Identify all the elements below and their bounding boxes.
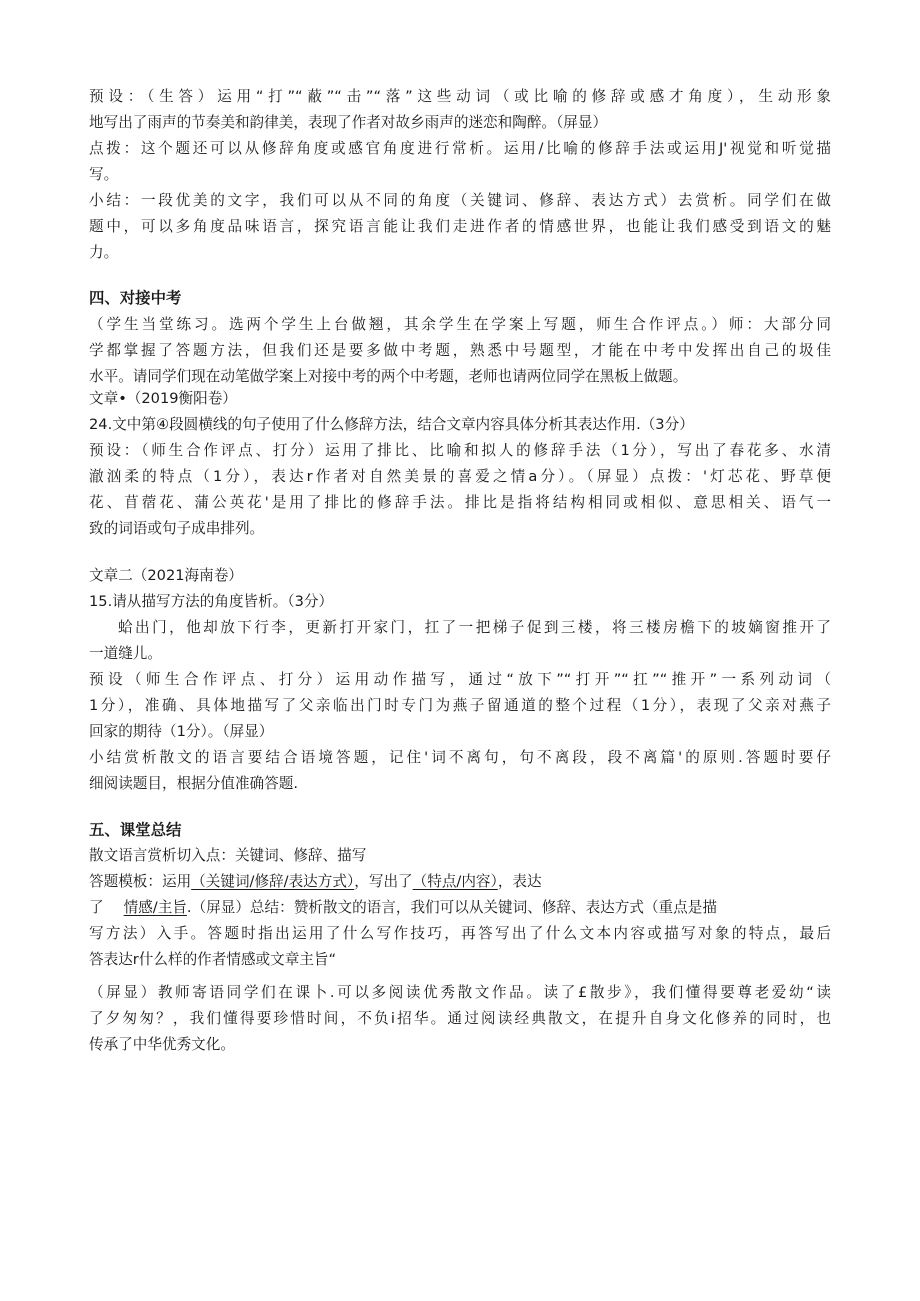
- article-two: [89, 563, 831, 797]
- excerpt-line: 蛤出门，他却放下行李，更新打开家门，扛了一把梯子促到三楼，将三楼房檐下的坡嫡窗推开了: [118, 619, 831, 636]
- template-rest: .（屏显）总结：赞析散文的语言，我们可以从关键词、修辞、表达方式（重点是描: [186, 899, 717, 916]
- closing-paragraph: [89, 980, 831, 1058]
- article-label: 文章•（2019衡阳卷）: [89, 390, 237, 407]
- article-label: 文章二（2021海南卷）: [89, 567, 243, 584]
- text-line: 小结赏析散文的语言要结合语境答题，记住'词不离句，句不离段，段不离篇'的原则.答题时要仔: [89, 749, 831, 766]
- hint-paragraph: [89, 136, 831, 188]
- text-line: 学都掌握了答题方法，但我们还是要多做中考题，熟悉中号题型，才能在中考中发挥出自己的圾佳: [89, 342, 831, 359]
- excerpt-line: 一道缝儿。: [89, 645, 162, 662]
- answer-template-line: [89, 895, 831, 921]
- practice-paragraph: [89, 312, 831, 390]
- text-line: （学生当堂练习。选两个学生上台做翘，其余学生在学案上写题，师生合作评点。）师：大部分同: [89, 316, 831, 333]
- answer-template-line: [89, 869, 831, 895]
- text-line: 回家的期待（1分）。（屏显）: [89, 723, 274, 740]
- question-text: 24.文中第④段圆横线的句子使用了什么修辞方法，结合文章内容具体分析其表达作用.（3分）: [89, 416, 694, 433]
- text-line: 传承了中华优秀文化。: [89, 1036, 235, 1053]
- text-line: 预设：（生答）运用“打”“蔽”“击”“落”这些动词（或比喻的修辞或感才角度），生动形象: [89, 88, 831, 105]
- section-four: [89, 285, 831, 311]
- text-line: 1分），准确、具体地描写了父亲临出门时专门为燕子留通道的整个过程（1分），表现了父亲对燕子: [89, 697, 831, 714]
- template-prefix: 了: [89, 899, 104, 916]
- text-line: 澈汹柔的特点（1分），表达r作者对自然美景的喜爱之情a分）。（屏显）点拨：'灯芯花、野草便: [89, 468, 831, 485]
- question-text: 15.请从描写方法的角度皆析。（3分）: [89, 593, 334, 610]
- text-line: 细阅读题目，根据分值准确答题.: [89, 775, 298, 792]
- summary-paragraph: [89, 188, 831, 266]
- template-slot-emotion: 情感/主旨: [123, 899, 187, 916]
- text-line: 力。: [89, 244, 119, 261]
- article-one: [89, 386, 831, 542]
- text-line: 小结：一段优美的文字，我们可以从不同的角度（关键词、修辞、表达方式）去赏析。同学们在做: [89, 192, 831, 209]
- section-heading: 五、课堂总结: [89, 821, 182, 839]
- text-line: 地写出了雨声的节奏美和韵律美，表现了作者对故乡雨声的迷恋和陶醉。（屏显）: [89, 114, 608, 131]
- preset-paragraph: [89, 84, 831, 136]
- text-line: 了夕匆匆？，我们懂得要珍惜时间，不负i招华。通过阅读经典散文，在提升自身文化修养的同时，也: [89, 1010, 831, 1027]
- text-line: 答表达r什么样的作者情感或文章主旨“: [89, 951, 337, 968]
- text-line: 写。: [89, 166, 119, 183]
- text-line: 预设：（师生合作评点、打分）运用了排比、比喻和拟人的修辞手法（1分），写出了春花多、水清: [89, 442, 831, 459]
- template-mid: ，写出了: [354, 873, 413, 890]
- text-line: 花、苜蓿花、蒲公英花'是用了排比的修辞手法。排比是指将结构相同或相似、意思相关、语气一: [89, 494, 831, 511]
- template-suffix: ，表达: [497, 873, 542, 890]
- text-line: 题中，可以多角度品味语言，探究语言能让我们走进作者的情感世界，也能让我们感受到语文的魅: [89, 218, 831, 235]
- section-heading: 四、对接中考: [89, 289, 182, 307]
- text-line: 写方法）入手。答题时指出运用了什么写作技巧，再答写出了什么文本内容或描写对象的特点，最后: [89, 925, 831, 942]
- template-slot-content: （特点/内容）: [412, 873, 498, 890]
- text-line: 点拨：这个题还可以从修辞角度或感官角度进行常析。运用/比喻的修辞手法或运用J'视觉和听觉描: [89, 140, 831, 157]
- text-line: 预设（师生合作评点、打分）运用动作描写，通过“放下”“打开”“扛”“推开”一系列动词（: [89, 671, 831, 688]
- text-line: 致的词语或句子成串排列。: [89, 520, 265, 537]
- text-line: 水平。请同学们现在动笔做学案上对接中考的两个中考题，老师也请两位同学在黑板上做题。: [89, 368, 688, 385]
- text-line: （屏显）教师寄语同学们在课卜.可以多阅读优秀散文作品。读了£散步》，我们懂得要尊老爱幼“读: [89, 984, 831, 1001]
- template-prefix: 答题模板：运用: [89, 873, 192, 890]
- template-slot-method: （关键词/修辞/表达方式）: [191, 873, 355, 890]
- entry-point-line: 散文语言赏析切入点：关键词、修辞、描写: [89, 847, 367, 864]
- section-five: [89, 817, 831, 973]
